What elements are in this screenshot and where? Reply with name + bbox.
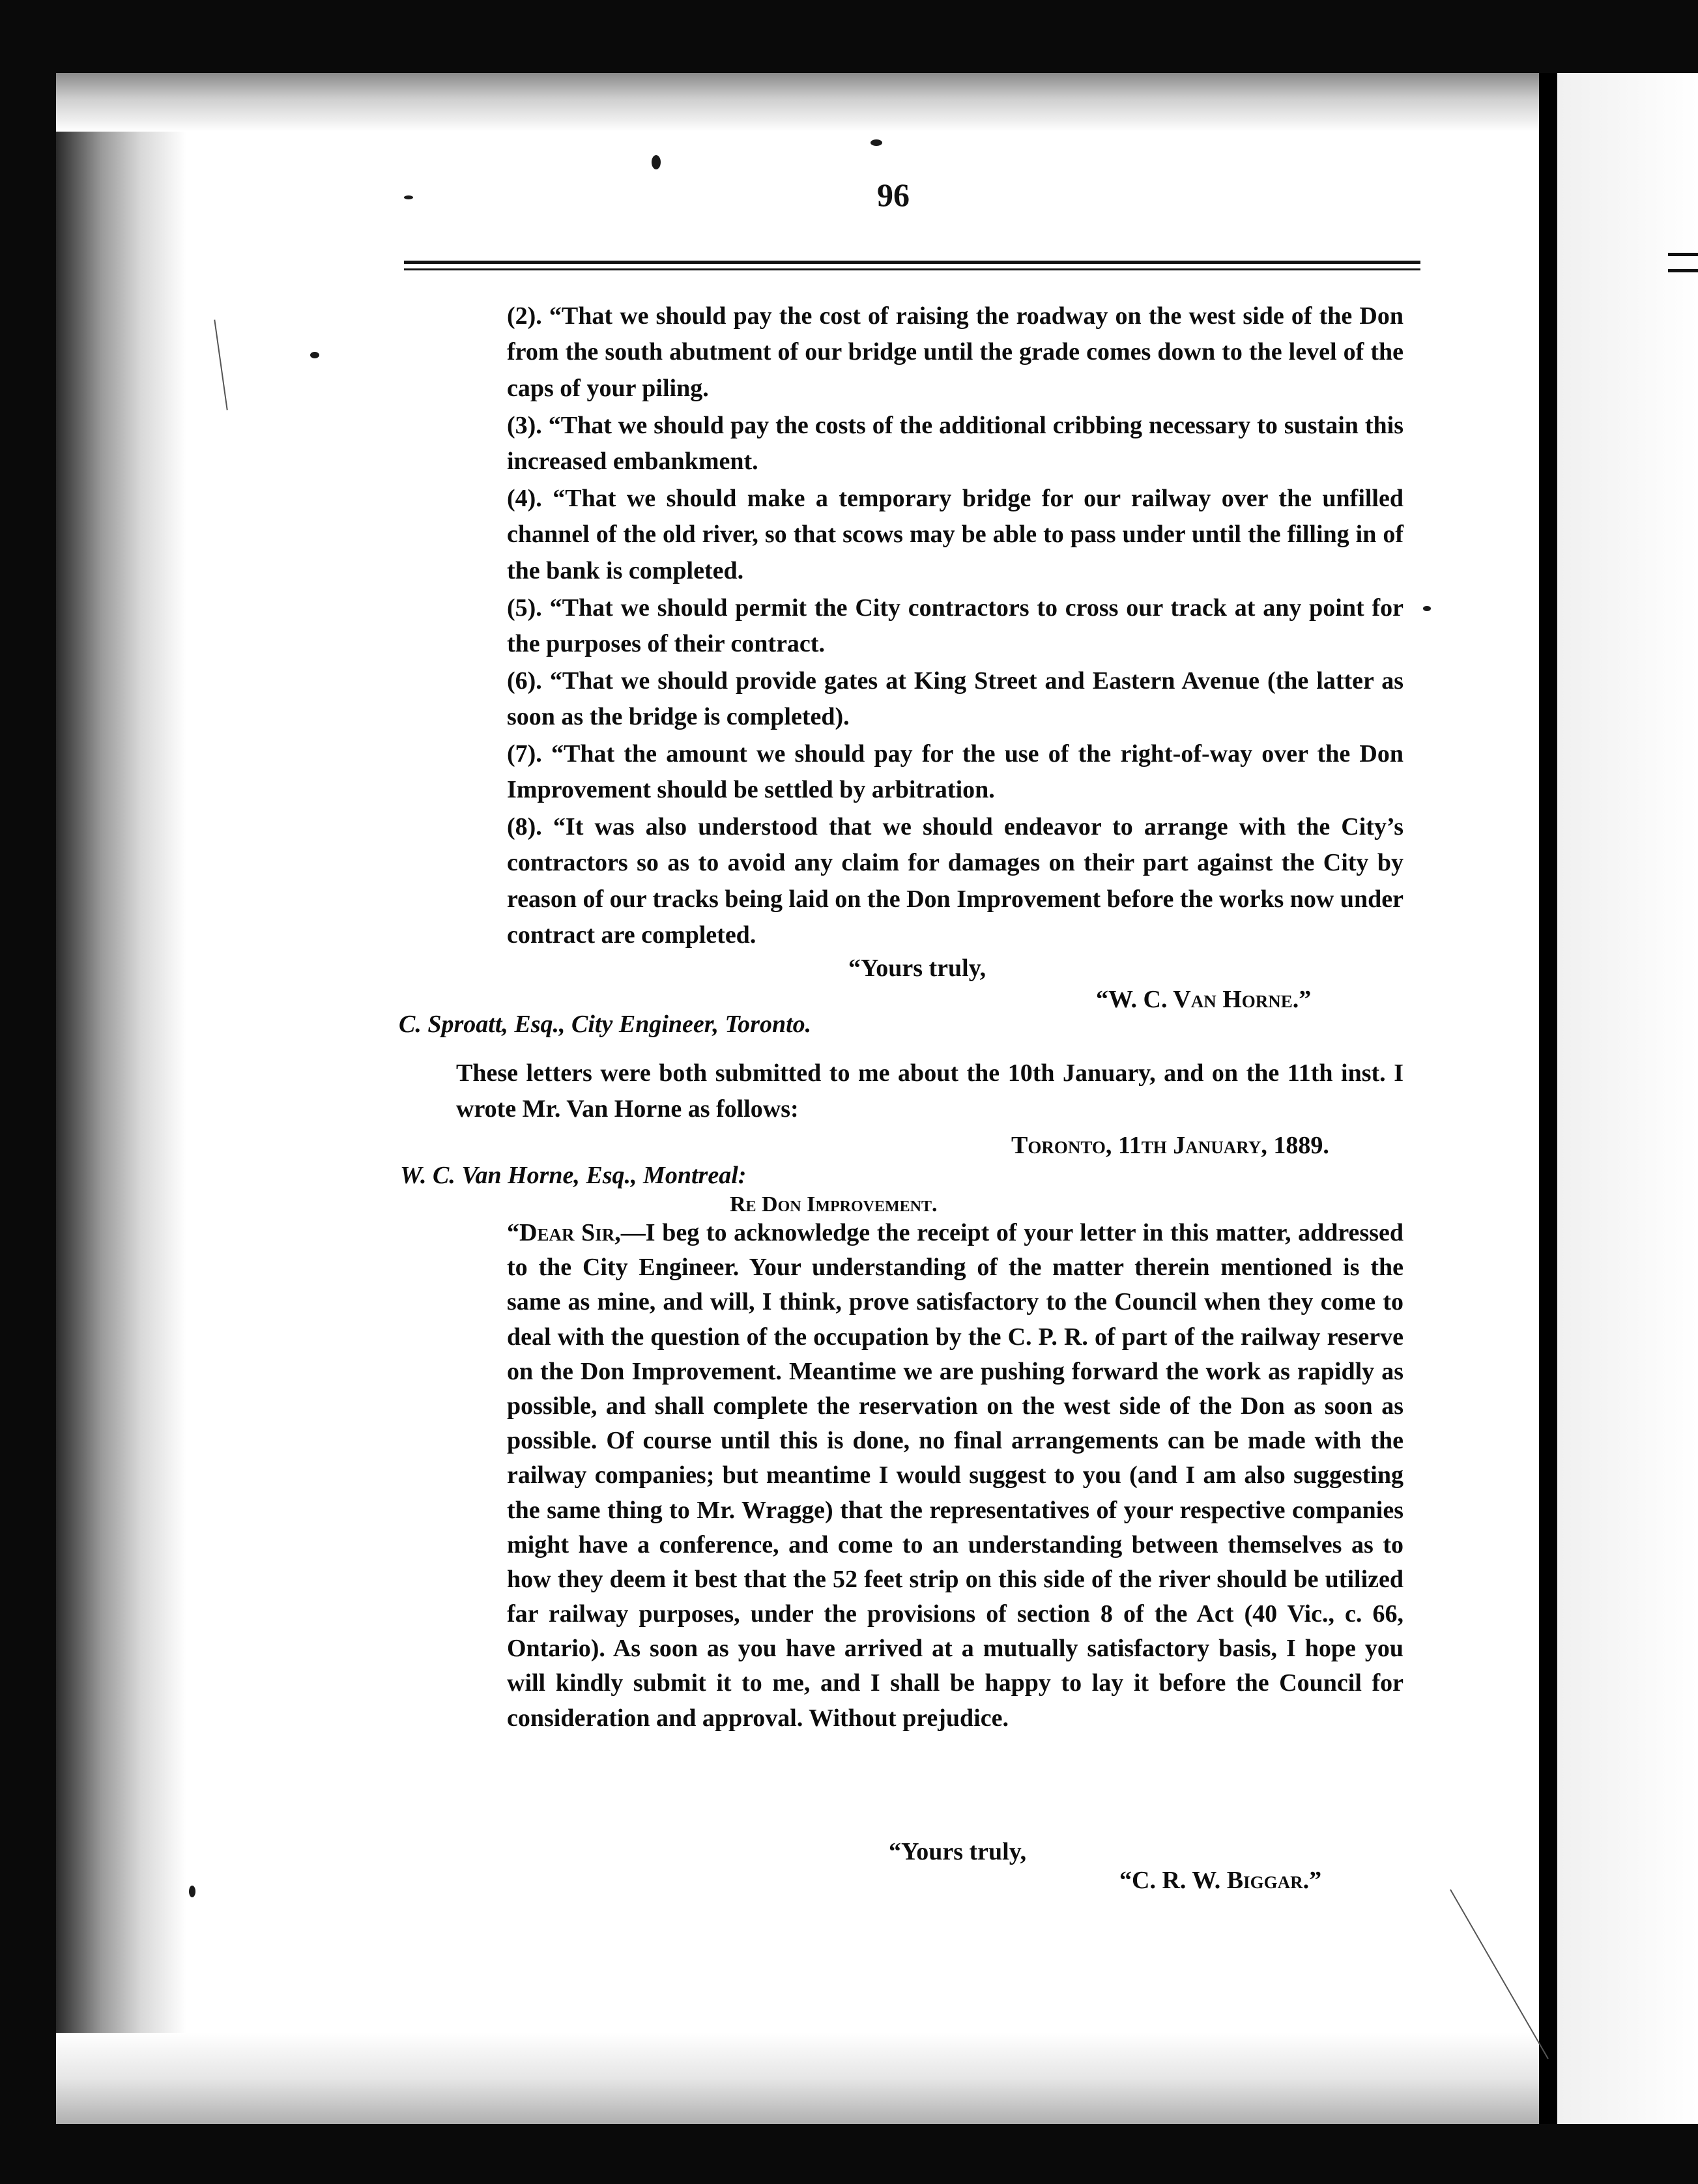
letter2-subject: Re Don Improvement. (730, 1192, 938, 1216)
narrative-paragraph: These letters were both submitted to me about the 10th January, and on the 11th inst. I wrote Mr. Van Horne as follows: (456, 1059, 1403, 1123)
ink-speck (1423, 606, 1431, 611)
ink-speck (310, 352, 319, 358)
adjacent-page-edge (1557, 73, 1698, 2124)
clause-3: (3). “That we should pay the costs of the additional cribbing necessary to sustain this increased embankment. (507, 412, 1403, 476)
bottom-edge-shadow (56, 2033, 1539, 2124)
ink-speck (652, 155, 661, 169)
clause-4: (4). “That we should make a temporary bridge for our railway over the unfilled channel of the old river, so that scows may be able to pass under until the filling in of the bank is completed. (507, 485, 1403, 584)
letter1-addressee: C. Sproatt, Esq., City Engineer, Toronto. (399, 1011, 812, 1038)
binding-shadow (56, 73, 186, 2124)
header-rule-thin (404, 268, 1420, 270)
ink-speck (189, 1886, 195, 1897)
clause-8: (8). “It was also understood that we should endeavor to arrange with the City’s contractors so as to avoid any claim for damages on their part against the City by reason of our tracks being laid on the Don Improvement before the works now under contract are completed. (507, 813, 1403, 949)
ink-speck (871, 139, 882, 146)
letter2-signature: “C. R. W. Biggar.” (1119, 1867, 1322, 1894)
page-number: 96 (877, 177, 910, 213)
clause-5: (5). “That we should permit the City contractors to cross our track at any point for the purposes of their contract. (507, 594, 1403, 658)
ink-speck (404, 195, 413, 199)
letter1-signature: “W. C. Van Horne.” (1096, 986, 1312, 1013)
top-edge-shadow (56, 73, 1539, 132)
letter2-dateline: Toronto, 11th January, 1889. (1011, 1132, 1329, 1159)
header-rule (404, 261, 1420, 264)
page-gutter (1539, 73, 1557, 2124)
clause-2: (2). “That we should pay the cost of raising the roadway on the west side of the Don from the south abutment of our bridge until the grade comes down to the level of the caps of your piling. (507, 302, 1403, 402)
clause-6: (6). “That we should provide gates at King Street and Eastern Avenue (the latter as soon as the bridge is completed). (507, 667, 1403, 731)
letter2-closing: “Yours truly, (889, 1838, 1027, 1865)
letter2-salutation: “Dear Sir, (507, 1219, 621, 1246)
letter2-body-text: —I beg to acknowledge the receipt of your letter in this matter, addressed to the City Engineer. Your understanding of the matter therein mentioned is the same as mine, and will, I think, prove satisfactory to the Council when they come to deal with the question of the occupation by the C. P. R. of part of the railway reserve on the Don Improvement. Meantime we are pushing forward the work as rapidly as possible, and shall complete the reservation on the west side of the Don as soon as possible. Of course until this is done, no final arrangements can be made with the railway companies; but meantime I would suggest to you (and I am also suggesting the same thing to Mr. Wragge) that the representatives of your respective companies might have a conference, and come to an understanding between themselves as to how they deem it best that the 52 feet strip on this side of the river should be utilized far railway purposes, under the provisions of section 8 of the Act (40 Vic., c. 66, Ontario). As soon as you have arrived at a mutually satisfactory basis, I hope you will kindly submit it to me, and I shall be happy to lay it before the Council for consideration and approval. Without prejudice. (507, 1219, 1403, 1732)
letter2-addressee: W. C. Van Horne, Esq., Montreal: (400, 1162, 747, 1189)
letter2-body (507, 1216, 1403, 1736)
clause-7: (7). “That the amount we should pay for the use of the right-of-way over the Don Improvement should be settled by arbitration. (507, 740, 1403, 804)
letter1-closing: “Yours truly, (848, 955, 986, 982)
adjacent-page-rule-mark (1668, 253, 1698, 272)
